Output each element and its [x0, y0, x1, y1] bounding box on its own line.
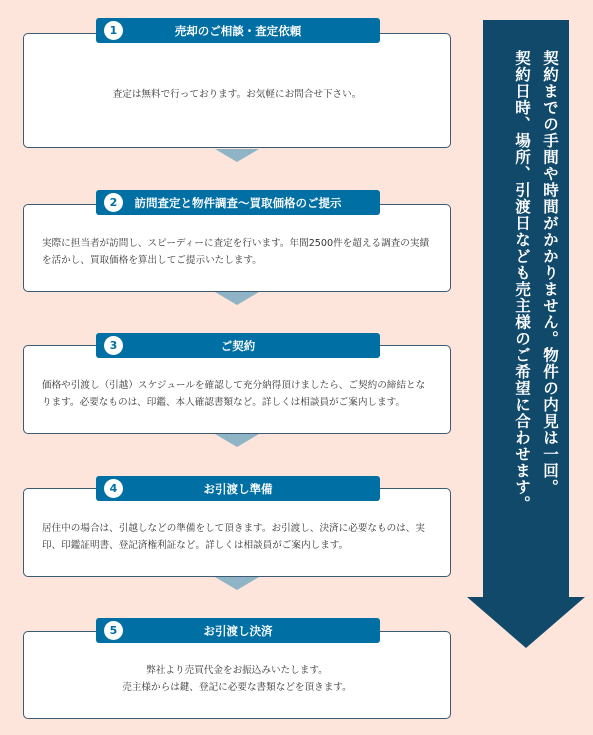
step-2-header [96, 190, 380, 215]
step-2-text: 実際に担当者が訪問し、スピーディーに査定を行います。年間2500件を超える調査の実績を活かし、買取価格を算出してご提示いたします。 [42, 238, 430, 266]
step-connector-chevron [215, 577, 259, 590]
step-5-title: お引渡し決済 [203, 623, 273, 638]
step-1-title: 売却のご相談・査定依頼 [174, 23, 302, 38]
arrow-text [492, 50, 564, 560]
step-1-number-badge: 1 [104, 21, 123, 40]
step-3-title: ご契約 [220, 338, 256, 353]
step-5-header [96, 618, 380, 643]
step-3-number-badge: 3 [104, 336, 123, 355]
step-4-title: お引渡し準備 [203, 481, 273, 496]
step-connector-chevron [215, 292, 259, 305]
step-2-number-badge: 2 [104, 193, 123, 212]
step-4-box [23, 488, 451, 577]
step-1-header [96, 18, 380, 43]
arrow-text-line1: 契約までの手間や時間がかかりません。物件の内見は一回。 [541, 50, 559, 496]
step-2-title: 訪問査定と物件調査〜買取価格のご提示 [134, 195, 342, 210]
step-3-box [23, 345, 451, 434]
step-1-text: 査定は無料で行っております。お気軽にお問合せ下さい。 [112, 89, 362, 100]
step-3-header [96, 333, 380, 358]
step-4-text: 居住中の場合は、引越しなどの準備をして頂きます。お引渡し、決済に必要なものは、実印、印鑑証明書、登記済権利証など。詳しくは相談員がご案内します。 [42, 522, 425, 551]
step-1-box [23, 33, 451, 148]
step-4-header [96, 476, 380, 501]
step-5-text-line1: 弊社より売買代金をお振込みいたします。 [146, 665, 328, 676]
step-connector-chevron [215, 149, 259, 162]
step-5-text-line2: 売主様からは鍵、登記に必要な書類などを頂きます。 [122, 682, 352, 693]
step-5-text [122, 662, 351, 696]
step-3-text: 価格や引渡し（引越）スケジュールを確認して充分納得頂けましたら、ご契約の締結となります。必要なものは、印鑑、本人確認書類など。詳しくは相談員がご案内します。 [42, 379, 426, 408]
step-connector-chevron [215, 434, 259, 447]
step-5-number-badge: 5 [104, 621, 123, 640]
step-4-number-badge: 4 [104, 479, 123, 498]
arrow-text-line2: 契約日時、場所、引渡日なども売主様のご希望に合わせます。 [513, 50, 531, 512]
step-2-box [23, 204, 451, 292]
step-5-box [23, 631, 451, 719]
